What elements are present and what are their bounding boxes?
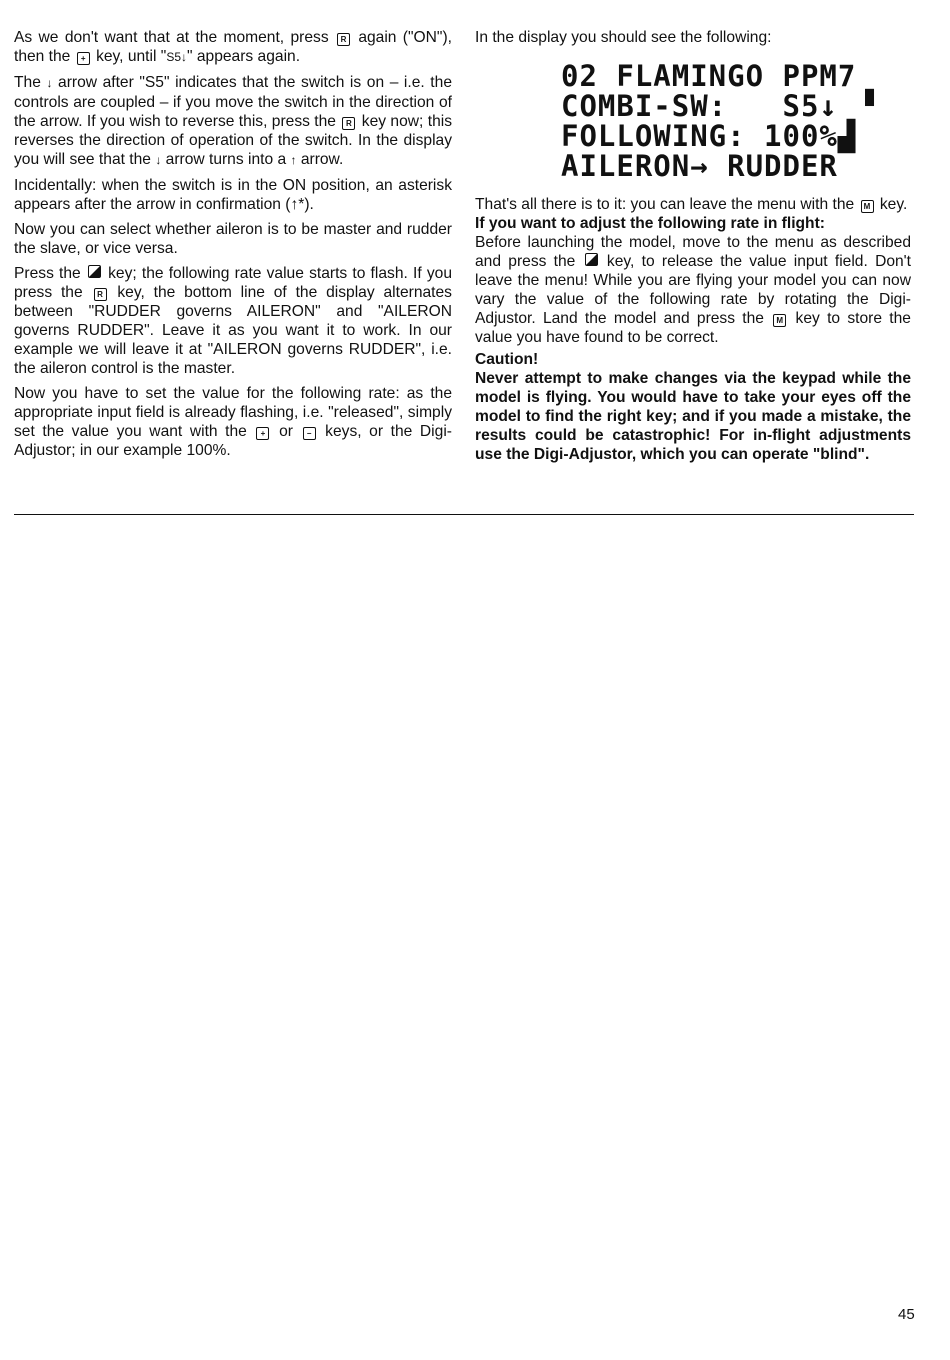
paragraph-1: As we don't want that at the moment, press R again ("ON"), then the + key, until "S5↓" appears again.	[14, 29, 452, 65]
in-flight-heading: If you want to adjust the following rate in flight:	[475, 215, 825, 232]
page-number: 45	[898, 1306, 915, 1323]
plus-key-icon: +	[77, 52, 90, 65]
up-arrow-icon: ↑	[290, 153, 297, 167]
lcd-line-3: FOLLOWING: 100%▟	[561, 119, 857, 153]
paragraph-4: Now you can select whether aileron is to be master and rudder the slave, or vice versa.	[14, 221, 452, 257]
lcd-line-2: COMBI-SW: S5↓ ▝	[561, 89, 875, 123]
lcd-line-1: 02 FLAMINGO PPM7	[561, 59, 857, 93]
r-key-icon: R	[342, 117, 355, 130]
left-column	[14, 28, 452, 466]
enter-key-icon	[585, 253, 598, 266]
r-key-icon: R	[94, 288, 107, 301]
leave-menu-paragraph: That's all there is to it: you can leave the menu with the M key.	[475, 196, 908, 213]
display-intro: In the display you should see the following:	[475, 29, 772, 46]
m-key-icon: M	[773, 314, 786, 327]
paragraph-3: Incidentally: when the switch is in the ON position, an asterisk appears after the arrow in confirmation (↑*).	[14, 177, 452, 213]
in-flight-paragraph: Before launching the model, move to the menu as described and press the key, to release the value input field. Don't leave the menu! While you are flying your model you can now vary the value of the following rate by rotating the Digi-Adjustor. Land the model and press the M key to store the value you have found to be correct.	[475, 234, 911, 346]
lcd-display	[561, 61, 911, 181]
caution-text: Never attempt to make changes via the keypad while the model is flying. You would have to take your eyes off the model to find the right key; and if you made a mistake, the results could be catastrophic! For in-flight adjustments use the Digi-Adjustor, which you can operate "blind".	[475, 370, 911, 463]
r-key-icon: R	[337, 33, 350, 46]
down-arrow-icon: ↓	[46, 76, 53, 90]
paragraph-2: The ↓ arrow after "S5" indicates that the switch is on – i.e. the controls are coupled – if you move the switch in the direction of the arrow. If you wish to reverse this, press the R key now; this reverses the direction of operation of the switch. In the display you will see that the ↓ arrow turns into a ↑ arrow.	[14, 74, 452, 168]
minus-key-icon: −	[303, 427, 316, 440]
lcd-line-4: AILERON→ RUDDER	[561, 149, 838, 183]
down-arrow-icon: ↓	[155, 153, 162, 167]
paragraph-6: Now you have to set the value for the following rate: as the appropriate input field is already flashing, i.e. "released", simply set the value you want with the + or − keys, or the Digi-Adjustor; in our example 100%.	[14, 385, 452, 459]
right-column	[475, 28, 911, 464]
lcd-code: S5↓	[166, 50, 187, 64]
plus-key-icon: +	[256, 427, 269, 440]
m-key-icon: M	[861, 200, 874, 213]
horizontal-rule	[14, 514, 914, 515]
enter-key-icon	[88, 265, 101, 278]
paragraph-5: Press the key; the following rate value starts to flash. If you press the R key, the bottom line of the display alternates between "RUDDER governs AILERON" and "AILERON governs RUDDER". Leave it as you want it to work. In our example we will leave it at "AILERON governs RUDDER", i.e. the aileron control is the master.	[14, 265, 452, 377]
caution-title: Caution!	[475, 351, 539, 368]
